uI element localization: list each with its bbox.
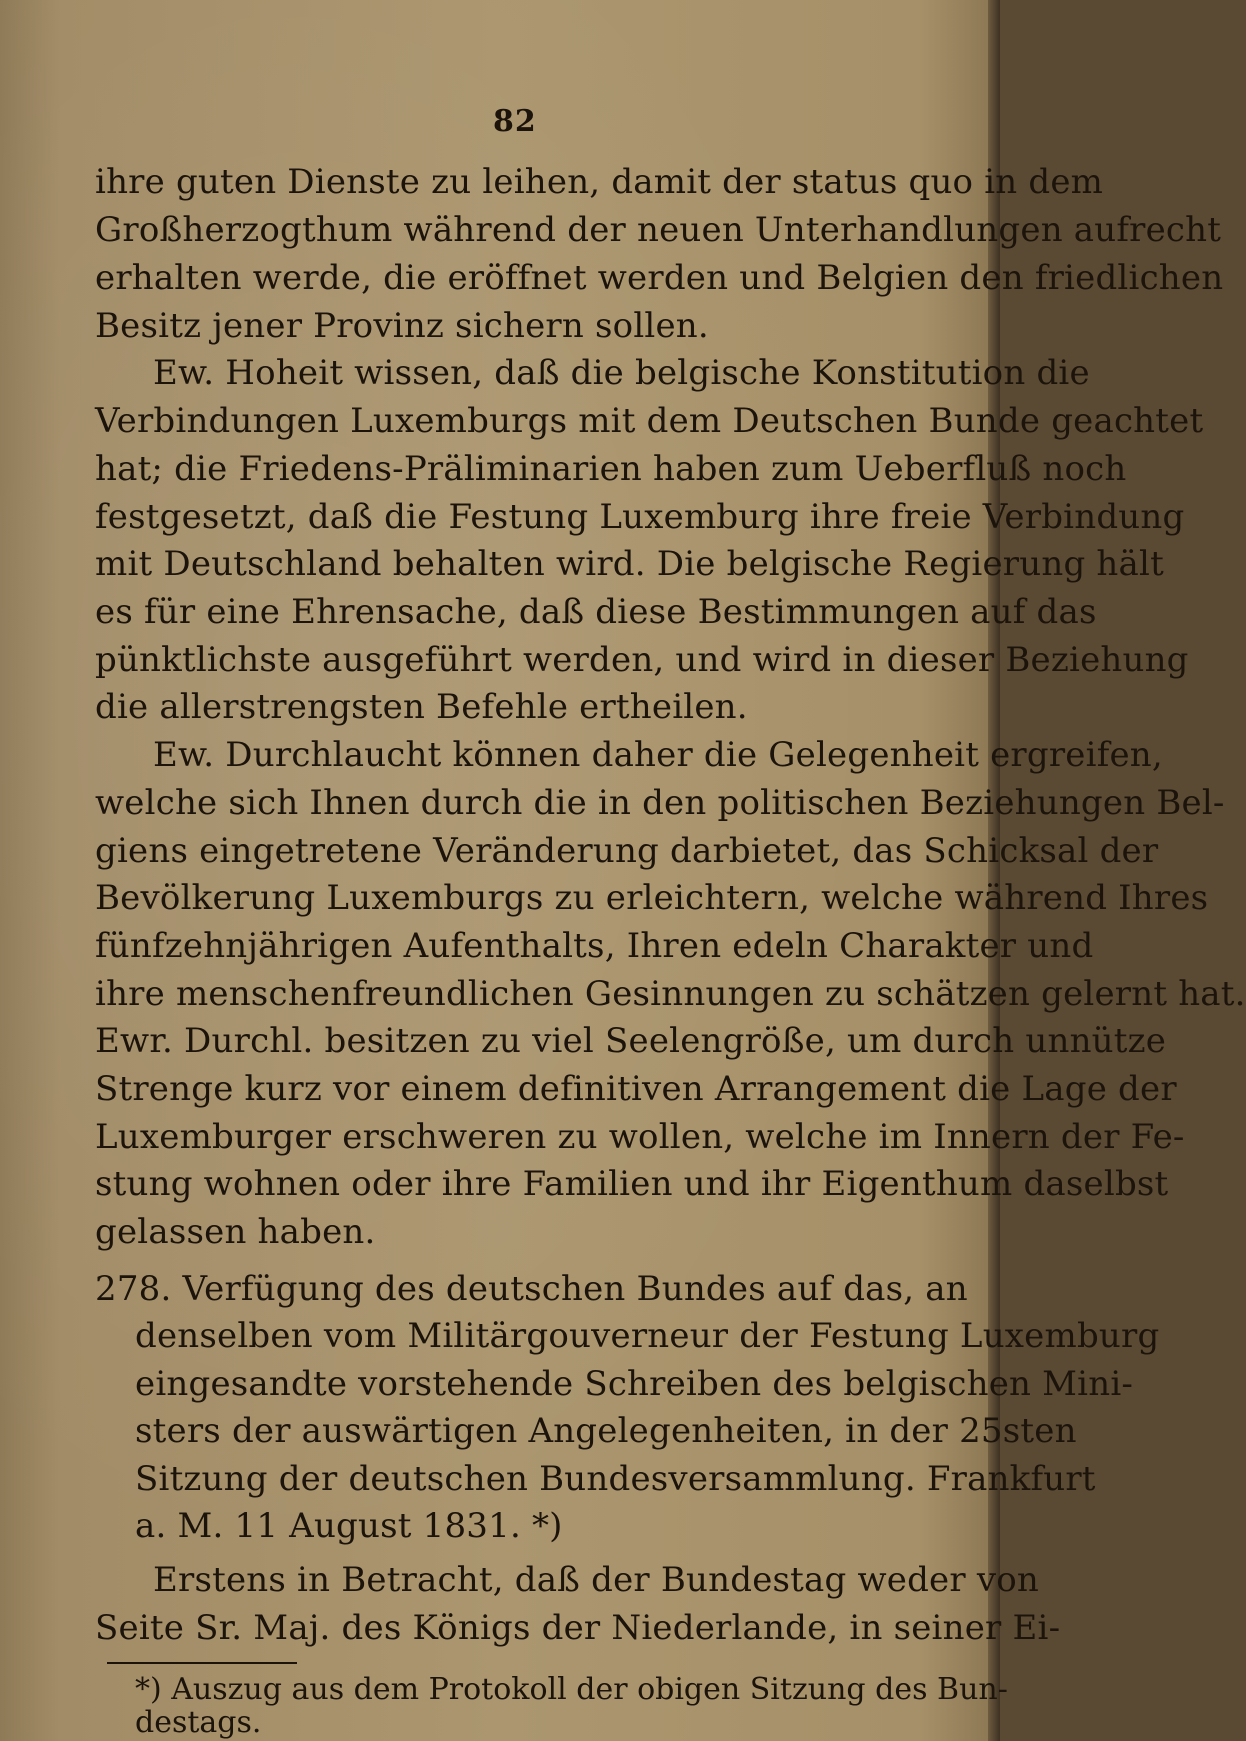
text-line: giens eingetretene Veränderung darbietet, das Schicksal der <box>95 831 1159 871</box>
text-line: Seite Sr. Maj. des Königs der Niederlande, in seiner Ei- <box>95 1608 1061 1648</box>
text-line: eingesandte vorstehende Schreiben des belgischen Mini- <box>135 1364 1134 1404</box>
text-line: Strenge kurz vor einem definitiven Arrangement die Lage der <box>95 1069 1177 1109</box>
text-line: a. M. 11 August 1831. *) <box>135 1506 563 1546</box>
text-line: es für eine Ehrensache, daß diese Bestimmungen auf das <box>95 592 1097 632</box>
text-line: stung wohnen oder ihre Familien und ihr Eigenthum daselbst <box>95 1164 1169 1204</box>
text-line: die allerstrengsten Befehle ertheilen. <box>95 687 748 727</box>
text-line: fünfzehnjährigen Aufenthalts, Ihren edeln Charakter und <box>95 926 1094 966</box>
text-line: festgesetzt, daß die Festung Luxemburg ihre freie Verbindung <box>95 497 1185 537</box>
text-line: erhalten werde, die eröffnet werden und Belgien den friedlichen <box>95 258 1224 298</box>
text-line: Ewr. Durchl. besitzen zu viel Seelengröße, um durch unnütze <box>95 1021 1167 1061</box>
footnote-line: destags. <box>135 1705 262 1740</box>
text-line: Besitz jener Provinz sichern sollen. <box>95 306 709 346</box>
text-line: Ew. Durchlaucht können daher die Gelegenheit ergreifen, <box>153 735 1163 775</box>
text-line: Erstens in Betracht, daß der Bundestag weder von <box>153 1560 1040 1600</box>
page-number: 82 <box>493 104 537 139</box>
text-line: denselben vom Militärgouverneur der Festung Luxemburg <box>135 1316 1160 1356</box>
text-line: ihre menschenfreundlichen Gesinnungen zu schätzen gelernt hat. <box>95 974 1246 1014</box>
footnote-rule <box>107 1662 297 1664</box>
text-line: Luxemburger erschweren zu wollen, welche im Innern der Fe- <box>95 1117 1185 1157</box>
text-line: Großherzogthum während der neuen Unterhandlungen aufrecht <box>95 210 1222 250</box>
entry-heading-line: 278. Verfügung des deutschen Bundes auf das, an <box>95 1269 968 1309</box>
text-line: hat; die Friedens-Präliminarien haben zum Ueberfluß noch <box>95 449 1127 489</box>
text-line: sters der auswärtigen Angelegenheiten, in der 25sten <box>135 1411 1077 1451</box>
text-line: Bevölkerung Luxemburgs zu erleichtern, welche während Ihres <box>95 878 1209 918</box>
text-line: pünktlichste ausgeführt werden, und wird in dieser Beziehung <box>95 640 1189 680</box>
footnote-line: *) Auszug aus dem Protokoll der obigen Sitzung des Bun- <box>135 1672 1008 1707</box>
text-line: gelassen haben. <box>95 1212 376 1252</box>
text-line: ihre guten Dienste zu leihen, damit der status quo in dem <box>95 162 1104 202</box>
text-line: Ew. Hoheit wissen, daß die belgische Konstitution die <box>153 353 1090 393</box>
text-line: mit Deutschland behalten wird. Die belgische Regierung hält <box>95 544 1164 584</box>
text-line: welche sich Ihnen durch die in den politischen Beziehungen Bel- <box>95 783 1225 823</box>
text-line: Sitzung der deutschen Bundesversammlung. Frankfurt <box>135 1459 1096 1499</box>
text-line: Verbindungen Luxemburgs mit dem Deutschen Bunde geachtet <box>95 401 1204 441</box>
